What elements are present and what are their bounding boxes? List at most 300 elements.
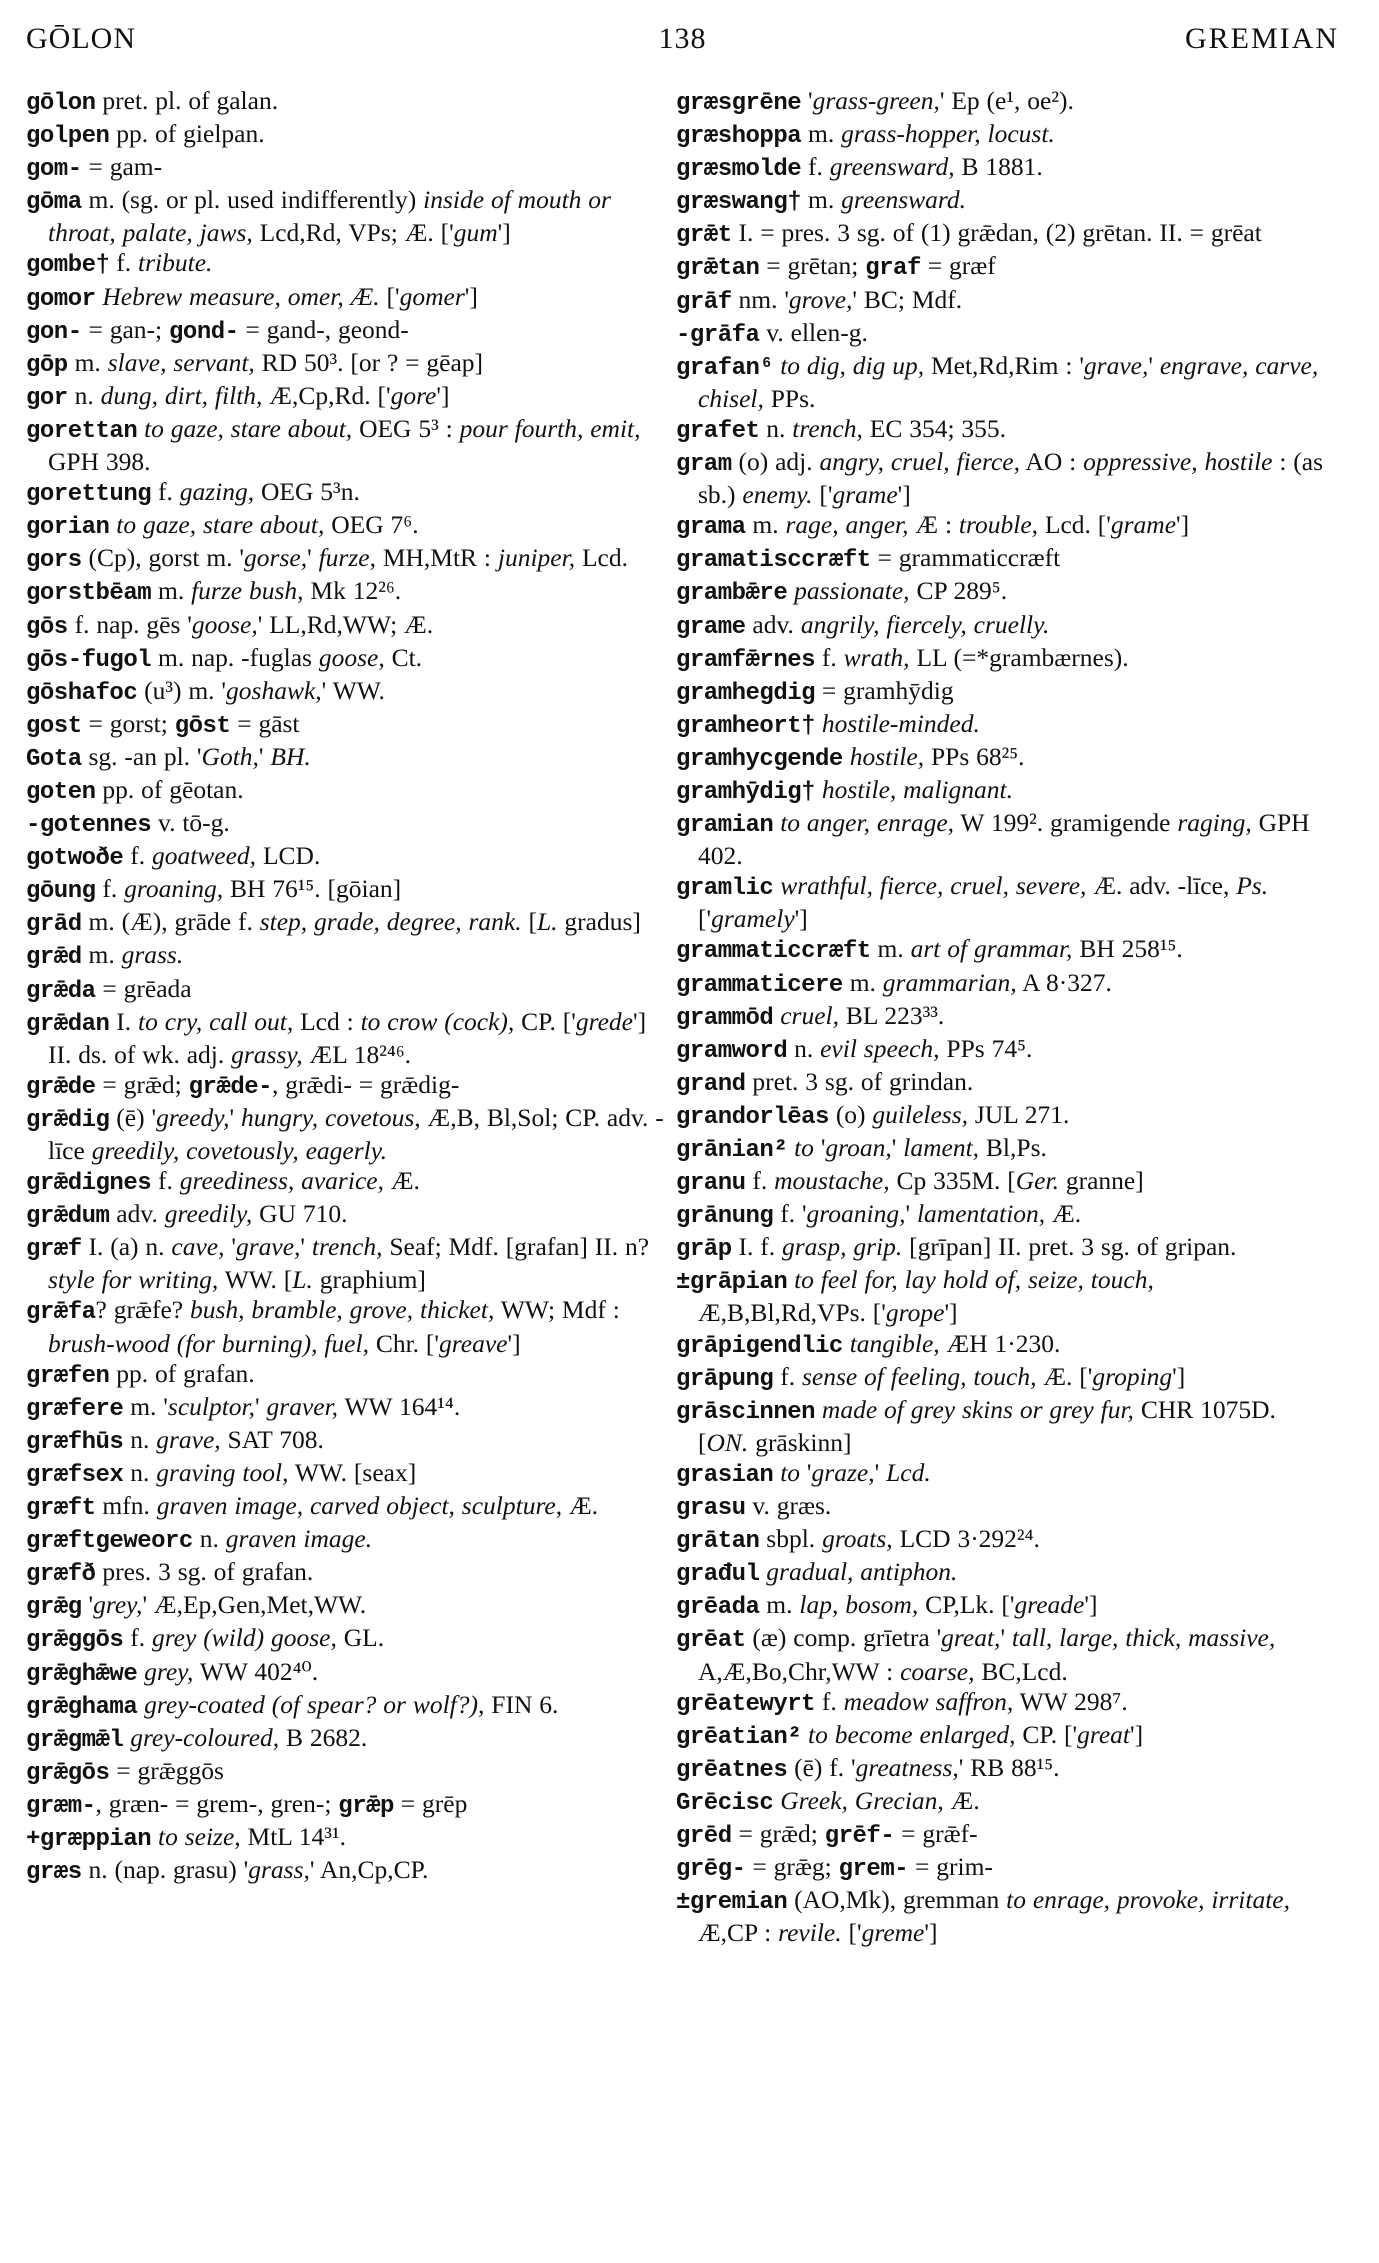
entry-text: ÆL 18²⁴⁶. [302,1039,412,1069]
entry-text: (ē) f. ' [787,1752,856,1782]
entry-text: Æ. [1045,1199,1082,1229]
entry-text: raging, [1177,808,1252,838]
entry-text: graver, [266,1391,339,1421]
entry-text: cave, [171,1232,225,1262]
headword: græsmolde [676,156,802,184]
entry-text: oppressive, hostile [1083,447,1273,477]
dictionary-entry [26,1007,666,1070]
entry-text: dung, dirt, filth, [100,380,263,410]
headword: græsgrēne [676,90,802,117]
entry-text: graze, [811,1457,875,1487]
entry-text: pret. pl. of galan. [95,86,279,115]
entry-text: lamentation, [916,1199,1046,1229]
headword: grǣd [26,944,82,972]
entry-text: f. [123,1623,152,1653]
headword: grēatewyrt [676,1690,816,1718]
entry-text: GPH 402. [698,808,1310,871]
entry-text: ' LL,Rd,WW; Æ. [257,609,434,639]
entry-text: bush, bramble, grove, thicket, [189,1295,495,1325]
entry-text: ' WW. [321,675,385,705]
headword: gramhegdig [676,679,816,707]
dictionary-entry [26,676,666,709]
headword: græfhūs [26,1428,124,1456]
entry-text: = grǣg; [745,1852,839,1882]
entry-text: groaning, [124,874,224,904]
entry-text: to [794,1133,814,1162]
entry-text: n. [123,1457,157,1487]
headword: gramhȳdig† [676,778,816,806]
entry-text: '] [497,218,511,248]
entry-text: greade [1014,1590,1085,1620]
dictionary-entry [676,152,1326,185]
headword: gorettung [26,481,152,509]
dictionary-entry [676,351,1326,414]
entry-text: AO : [1019,447,1084,477]
entry-text: m. [81,940,122,970]
page-number: 138 [658,22,707,55]
entry-text: n. (nap. grasu) ' [81,1855,249,1885]
headword: græfð [26,1561,96,1589]
entry-text: grēf- [824,1822,895,1850]
dictionary-entry [676,1034,1326,1067]
entry-text: revile. [778,1918,842,1948]
dictionary-entry [26,841,666,874]
entry-text: LCD. [256,841,321,871]
entry-text: [ [521,907,537,937]
headword: gramfǣrnes [676,646,816,674]
headword: grandorlēas [676,1103,829,1131]
headword: gors [26,547,82,575]
dictionary-entry [26,1855,666,1888]
entry-text: angry, cruel, fierce, [819,447,1020,477]
headword: græft [26,1495,96,1523]
dictionary-entry [676,447,1326,510]
entry-text: grammarian, [882,967,1017,997]
entry-text: gazing, [179,477,255,507]
entry-text: Lcd. [575,543,629,573]
entry-text: FIN 6. [484,1689,559,1719]
entry-text: Æ. [' [1036,1361,1093,1391]
entry-text: grey, [93,1590,143,1620]
dictionary-entry [26,1425,666,1458]
dictionary-entry [676,742,1326,775]
entry-text: evil speech, [820,1033,940,1063]
entry-text: OEG 5³ : [352,413,460,443]
entry-text: f. [109,248,139,278]
dictionary-entry [676,185,1326,218]
entry-text: '] [464,281,478,311]
entry-text: ' [813,1133,826,1162]
entry-text: graphium] [312,1265,426,1295]
entry-text: ' [874,1457,887,1487]
entry-text: Æ,B, Bl,Sol; CP. adv. -līce [48,1102,664,1165]
headword: grammōd [676,1004,774,1032]
entry-text: = gand-, geond- [238,314,409,344]
dictionary-entry [26,874,666,907]
entry-text: W 199². gramigende [954,808,1178,838]
entry-text: ' BC; Mdf. [852,284,963,314]
headword: gramian [676,812,774,840]
entry-text: m. (sg. or pl. used indifferently) [81,185,424,215]
dictionary-entry [676,1265,1326,1328]
headword: gombe† [26,252,110,280]
headword: gōs [26,613,68,641]
entry-text: to crow (cock), [360,1006,515,1036]
entry-text: grey-coloured, [130,1722,280,1752]
headword: grēat [676,1627,746,1655]
entry-text: to feel for, lay hold of, seize, touch, [794,1265,1154,1295]
headword: grāf [676,288,732,316]
headword: grammaticere [676,971,843,999]
entry-text: n. [787,1033,821,1063]
entry-text: tribute. [138,248,213,278]
entry-text: f. [123,841,152,871]
headword: grǣde [26,1073,96,1101]
headword: grǣdum [26,1203,110,1231]
headword: grātan [676,1528,760,1556]
dictionary-entry [676,1852,1326,1885]
entry-text: grave, [1083,350,1149,380]
entry-text: grey (wild) goose, [151,1623,337,1653]
dictionary-entry [26,86,666,119]
entry-text: furze, [318,543,376,573]
entry-text: GL. [336,1623,385,1653]
entry-text: L. [536,907,558,937]
headword: gorettan [26,417,138,445]
entry-text: to seize, [158,1821,241,1851]
headword: gram [676,451,732,479]
entry-text: Lcd. [' [1038,510,1111,540]
dictionary-entry [676,1199,1326,1232]
entry-text: made of grey skins or grey fur, [821,1394,1134,1424]
headword: -grāfa [676,321,760,349]
entry-text [151,1822,158,1851]
headword: græshoppa [676,123,802,151]
entry-text: BH 76¹⁵. [gōian] [223,874,402,904]
entry-text: = grēp [393,1788,468,1818]
dictionary-entry [676,1524,1326,1557]
headword: grǣt [676,222,732,250]
entry-text: = græf [920,251,996,281]
dictionary-entry [26,152,666,185]
entry-text: grass-green, [812,86,940,115]
entry-text: graven image, carved object, sculpture, [156,1491,563,1521]
entry-text: RD 50³. [or ? = gēap] [254,347,484,377]
entry-text: [' [841,1918,862,1948]
headword: gorstbēam [26,580,152,608]
dictionary-entry [676,1687,1326,1720]
entry-text: ' [255,1391,267,1421]
entry-text: rage, anger, [785,510,909,540]
headword: græftgeweorc [26,1528,193,1556]
headword: gotwoðe [26,845,124,873]
dictionary-entry [26,315,666,348]
entry-text: grasp, grip. [781,1232,903,1262]
entry-text: tall, large, thick, massive, [1011,1623,1276,1653]
dictionary-entry [26,1295,666,1358]
entry-text: I. f. [731,1232,782,1262]
dictionary-entry [676,643,1326,676]
entry-text: to [780,1457,801,1487]
headword: grǣfa [26,1299,96,1327]
entry-text: PPs 68²⁵. [924,741,1025,771]
entry-text: grassy, [231,1039,303,1069]
entry-text: = grǣggōs [109,1755,224,1785]
entry-text: grame [1110,510,1177,540]
entry-text: '] II. ds. of wk. adj. [48,1006,647,1069]
headword: grānung [676,1203,774,1231]
dictionary-entry [26,543,666,576]
entry-text: B 2682. [279,1722,368,1752]
entry-text: pp. of gielpan. [109,119,265,149]
entry-text: wrathful, fierce, cruel, severe, [780,871,1087,901]
entry-text: lap, bosom, [799,1590,919,1620]
entry-text: WW 402⁴⁰. [193,1656,319,1686]
entry-text: f. [815,642,844,672]
entry-text: = grēada [95,973,192,1003]
entry-text: Hebrew measure, omer, Æ. [102,281,380,311]
entry-text: ? grǣfe? [95,1295,190,1325]
headword: granu [676,1170,746,1198]
headword: grǣggōs [26,1627,124,1655]
entry-text: CP. [' [514,1006,576,1036]
headword: grasian [676,1461,774,1489]
dictionary-entry [676,1786,1326,1819]
entry-text: ' [81,1590,94,1620]
entry-text: CHR 1075D. [ [698,1394,1276,1457]
dictionary-entry [676,1819,1326,1852]
entry-text [843,742,850,771]
entry-text: guileless, [872,1099,969,1129]
dictionary-entry [26,1657,666,1690]
entry-text: adv. [109,1199,165,1229]
entry-text: goose, [318,642,385,672]
headword: grand [676,1070,746,1098]
entry-text: gomer [399,281,465,311]
entry-text: gradual, antiphon. [766,1557,958,1587]
entry-text: f. ' [773,1199,807,1229]
entry-text: pres. 3 sg. of grafan. [95,1557,314,1587]
entry-text: f. [151,1166,180,1196]
running-head-left: GŌLON [26,22,136,55]
entry-text: graven image. [225,1524,373,1554]
entry-text: (o) adj. [731,447,820,477]
entry-text: MH,MtR : [375,543,498,573]
dictionary-entry [26,709,666,742]
entry-text: sculptor, [167,1391,256,1421]
entry-text: OEG 7⁶. [324,510,419,540]
dictionary-entry [26,907,666,940]
dictionary-entry [26,248,666,281]
headword: græs [26,1859,82,1887]
dictionary-entry [26,1590,666,1623]
dictionary-entry [26,414,666,477]
dictionary-entry [676,318,1326,351]
entry-text: v. græs. [745,1491,832,1521]
headword: grafan⁶ [676,354,774,382]
entry-text: goose, [191,609,258,639]
entry-text: ' [258,741,271,771]
entry-text: MtL 14³¹. [240,1821,346,1851]
entry-text: , græn- = grem-, gren-; [95,1788,339,1818]
entry-text: sg. -an pl. ' [81,741,202,771]
dictionary-entry [26,808,666,841]
entry-text: grǣp [338,1792,394,1820]
entry-text: '] [1176,510,1190,540]
entry-text: n. [759,413,793,443]
entry-text: sense of feeling, touch, [801,1361,1037,1391]
dictionary-entry [676,1362,1326,1395]
entry-text: tangible, [849,1328,940,1358]
headword: gorian [26,514,110,542]
entry-text: WW 164¹⁴. [338,1391,461,1421]
dictionary-entry [676,709,1326,742]
entry-text: art of grammar, [910,934,1073,964]
entry-text: enemy. [742,480,813,510]
headword: gon- [26,318,82,346]
entry-text: ' [905,1199,917,1229]
entry-text: f. [773,1361,802,1391]
entry-text: grass-hopper, locust. [841,119,1055,149]
entry-text: CP. [' [1015,1719,1078,1749]
headword: græm- [26,1792,96,1820]
dictionary-entry [26,643,666,676]
entry-text: groping [1092,1361,1173,1391]
dictionary-entry [26,1756,666,1789]
entry-text: to anger, enrage, [780,808,955,838]
entry-text: n. [192,1524,226,1554]
entry-text: grey, [144,1656,194,1686]
entry-text: ' [891,1133,904,1162]
dictionary-entry [26,1070,666,1103]
entry-text: n. [123,1424,157,1454]
entry-text: m. [801,119,842,149]
headword: gōma [26,189,82,217]
entry-text: A,Æ,Bo,Chr,WW : [698,1656,901,1686]
dictionary-entry [26,610,666,643]
entry-text: gramely [711,904,795,934]
entry-text: greedily, [164,1199,253,1229]
headword: gōp [26,351,68,379]
entry-text: m. [745,510,786,540]
headword: græswang† [676,189,802,217]
entry-text: passionate, [794,576,910,606]
entry-text: ' Ep (e¹, oe²). [939,86,1074,115]
dictionary-entry [26,1524,666,1557]
dictionary-entry [26,974,666,1007]
entry-text: '] [436,380,450,410]
entry-text: CP,Lk. [' [918,1590,1015,1620]
entry-text: m. nap. -fuglas [151,642,319,672]
entry-text: coarse, [900,1656,975,1686]
dictionary-entry [26,1359,666,1392]
entry-text: ' Æ,Ep,Gen,Met,WW. [142,1590,367,1620]
entry-text: ' [229,1102,241,1132]
entry-text: Lcd : [293,1006,361,1036]
entry-text: ' An,Cp,CP. [309,1855,429,1885]
dictionary-entry [676,576,1326,609]
headword: gōung [26,878,96,906]
entry-text: SAT 708. [220,1424,324,1454]
entry-text: goatweed, [151,841,257,871]
entry-text: Seaf; Mdf. [grafan] II. n? [382,1232,650,1262]
entry-text: greave [439,1328,508,1358]
entry-text: inside of mouth or throat, palate, jaws, [48,185,611,248]
entry-text: n. [67,380,101,410]
dictionary-entry [26,1690,666,1723]
entry-text: = grammaticcræft [870,543,1061,573]
dictionary-entry [26,119,666,152]
entry-text: f. [745,1166,775,1196]
headword: gramheort† [676,712,816,740]
headword: grǣgmǣl [26,1726,124,1754]
entry-text: [' [698,904,712,934]
entry-text: grāskinn] [748,1427,852,1457]
entry-text: LCD 3·292²⁴. [892,1524,1040,1554]
headword: grǣghama [26,1693,138,1721]
headword: +græppian [26,1825,152,1853]
entry-text: LL (=*grambærnes). [909,642,1129,672]
entry-text: hostile-minded. [821,708,980,738]
dictionary-entry [676,1720,1326,1753]
dictionary-entry [26,1458,666,1491]
entry-text: A 8·327. [1016,967,1112,997]
entry-text: grede [575,1006,633,1036]
headword: gōshafoc [26,679,138,707]
headword: græfere [26,1395,124,1423]
entry-text: brush-wood (for burning), fuel, [48,1328,369,1358]
entry-text: greme [861,1918,925,1948]
entry-text: '] [1172,1361,1186,1391]
entry-text: = grētan; [759,251,866,281]
entry-text: Chr. [' [368,1328,440,1358]
headword: græfen [26,1362,110,1390]
dictionary-entry [26,576,666,609]
entry-text: [' [812,480,833,510]
dictionary-entry [676,1885,1326,1948]
entry-text: WW. [ [218,1265,293,1295]
entry-text: PPs 74⁵. [939,1033,1033,1063]
headword: grǣghǣwe [26,1660,138,1688]
dictionary-entry [26,1199,666,1232]
headword: ±gremian [676,1889,788,1917]
dictionary-entry [26,510,666,543]
entry-text [815,775,822,804]
entry-text: EC 354; 355. [862,413,1007,443]
entry-text: PPs. [763,383,816,413]
dictionary-entry [676,119,1326,152]
entry-text: sbpl. [759,1524,823,1554]
dictionary-entry [26,282,666,315]
dictionary-entry [26,1789,666,1822]
dictionary-entry [676,808,1326,871]
entry-text: f. [801,152,830,182]
entry-text: Æ. [383,1166,420,1196]
entry-text: to gaze, stare about, [144,413,353,443]
dictionary-entry [676,1557,1326,1590]
entry-text: Æ. adv. -līce, [1086,871,1237,901]
entry-text: Lcd. [886,1457,931,1487]
entry-text: greediness, avarice, [179,1166,384,1196]
entry-text: grove, [788,284,853,314]
entry-text: L. [292,1265,313,1295]
entry-text: Æ,B,Bl,Rd,VPs. [' [698,1298,886,1328]
headword: grēatian² [676,1723,802,1751]
entry-text: Æ,CP : [698,1918,779,1948]
headword: gramlic [676,875,774,903]
headword: grāpung [676,1365,774,1393]
entry-text: OEG 5³n. [254,477,360,507]
